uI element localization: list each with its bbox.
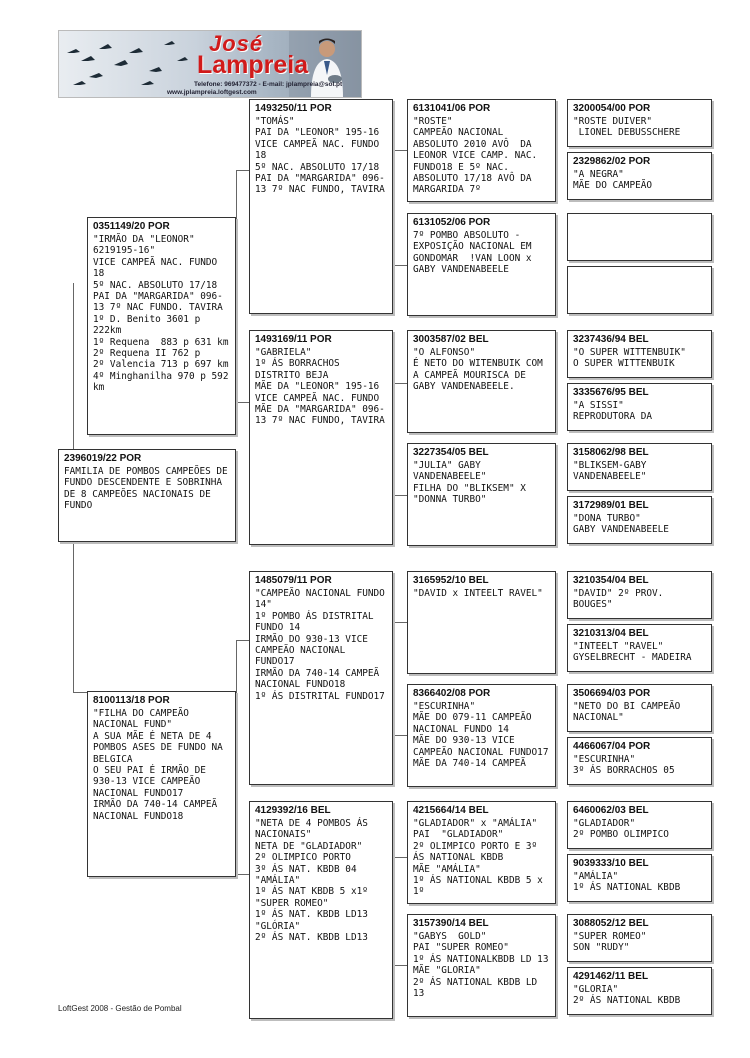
pigeon-description: "JULIA" GABY VANDENABEELE" FILHA DO "BLIKSEM" X "DONNA TURBO" — [413, 460, 526, 506]
connector-line — [73, 692, 87, 693]
pedigree-card-gen5 — [567, 99, 712, 147]
ring-number: 6460062/03 BEL — [573, 805, 649, 816]
pigeon-description: "ROSTE DUIVER" LIONEL DEBUSSCHERE — [573, 116, 681, 139]
connector-line — [556, 830, 557, 885]
connector-line — [393, 150, 407, 151]
pedigree-card-sire-sire — [249, 99, 393, 314]
pigeon-description: "NETA DE 4 POMBOS ÁS NACIONAIS" NETA DE "GLADIADOR" 2º OLIMPICO PORTO 3º ÁS NAT. KBDB 04 "AMÁLIA" 1º ÁS NAT KBDB 5 x1º "SUPER ROMEO" 1º ÁS NAT. KBDB LD13 "GLÓRIA" 2º ÁS NAT. KBDB LD13 — [255, 818, 368, 944]
pedigree-card-gen5 — [567, 383, 712, 431]
pigeon-description: "ROSTE" CAMPEÃO NACIONAL ABSOLUTO 2010 AVÔ DA LEONOR VICE CAMP. NAC. FUNDO18 E 5º NAC. ABSOLUTO 17/18 AVÔ DA MARGARIDA 7º — [413, 116, 538, 196]
pigeon-description: "IRMÃO DA "LEONOR" 6219195-16" VICE CAMPEÃ NAC. FUNDO 18 5º NAC. ABSOLUTO 17/18 PAI DA "MARGARIDA" 096-13 7º NAC FUNDO. TAVIRA 1º D. Benito 3601 p 222km 1º Requena 883 p 631 km 2º Requena II 762 p 2º Valencia 713 p 697 km 4º Minghanilha 970 p 592 km — [93, 234, 229, 394]
ring-number: 3335676/95 BEL — [573, 387, 649, 398]
ring-number: 4215664/14 BEL — [413, 805, 489, 816]
pigeon-description: "FILHA DO CAMPEÃO NACIONAL FUND" A SUA MÃE É NETA DE 4 POMBOS ASES DE FUNDO NA BELGICA O SEU PAI É IRMÃO DE 930-13 VICE CAMPEÃO NACIONAL FUNDO17 IRMÃO DA 740-14 CAMPEÃ NACIONAL FUNDO18 — [93, 708, 223, 822]
connector-line — [236, 874, 249, 875]
connector-line — [236, 170, 237, 290]
pedigree-card-dam-sire — [249, 571, 393, 785]
connector-line — [73, 540, 74, 692]
ring-number: 3237436/94 BEL — [573, 334, 649, 345]
pedigree-card-gen5 — [567, 213, 712, 261]
ring-number: 8366402/08 POR — [413, 688, 491, 699]
pigeon-description: "GLORIA" 2º ÁS NATIONAL KBDB — [573, 984, 681, 1007]
pedigree-card-gen5 — [567, 967, 712, 1015]
connector-line — [236, 290, 237, 402]
connector-line — [236, 640, 249, 641]
ring-number: 3200054/00 POR — [573, 103, 651, 114]
connector-line — [556, 710, 557, 765]
connector-line — [393, 265, 407, 266]
ring-number: 4291462/11 BEL — [573, 971, 649, 982]
pigeon-description: "O ALFONSO" É NETO DO WITENBUIK COM A CAMPEÃ MOURISCA DE GABY VANDENABEELE. — [413, 347, 543, 393]
logo-contact: Telefone: 969477372 - E-mail: jplampreia@sol.pt — [194, 81, 343, 88]
ring-number: 1493169/11 POR — [255, 334, 332, 345]
ring-number: 3172989/01 BEL — [573, 500, 649, 511]
connector-line — [73, 283, 74, 453]
connector-line — [393, 965, 407, 966]
pedigree-card-gen5 — [567, 152, 712, 200]
pedigree-card-gen5 — [567, 496, 712, 544]
pigeon-description: "A SISSI" REPRODUTORA DA — [573, 400, 653, 423]
pedigree-card-gen5 — [567, 443, 712, 491]
ring-number — [568, 214, 711, 219]
connector-line — [556, 240, 557, 290]
connector-line — [556, 940, 557, 995]
pedigree-card-gen5 — [567, 571, 712, 619]
logo-first-name: José — [209, 31, 264, 56]
pigeon-description: FAMILIA DE POMBOS CAMPEÕES DE FUNDO DESCENDENTE E SOBRINHA DE 8 CAMPEÕES NACIONAIS DE FUNDO — [64, 466, 234, 512]
logo-last-name: Lampreia — [197, 51, 309, 79]
logo-website: www.jplampreia.loftgest.com — [167, 89, 257, 96]
connector-line — [393, 622, 407, 623]
pigeon-description: "GLADIADOR" x "AMÁLIA" PAI "GLADIADOR" 2º OLIMPICO PORTO E 3º ÁS NATIONAL KBDB MÃE "AMÁLIA" 1º ÁS NATIONAL KBDB 5 x 1º — [413, 818, 543, 898]
pedigree-card-gen4 — [407, 801, 556, 904]
ring-number: 3157390/14 BEL — [413, 918, 489, 929]
connector-line — [556, 355, 557, 410]
ring-number: 3210354/04 BEL — [573, 575, 649, 586]
ring-number: 3210313/04 BEL — [573, 628, 649, 639]
pedigree-card-gen5 — [567, 737, 712, 785]
connector-line — [236, 402, 249, 403]
connector-line — [236, 640, 237, 720]
ring-number: 8100113/18 POR — [93, 695, 170, 706]
pigeon-description: "CAMPEÃO NACIONAL FUNDO 14" 1º POMBO ÁS DISTRITAL FUNDO 14 IRMÃO DO 930-13 VICE CAMPEÃO NACIONAL FUNDO17 IRMÃO DA 740-14 CAMPEÃ NACIONAL FUNDO18 1º ÁS DISTRITAL FUNDO17 — [255, 588, 385, 702]
ring-number: 1485079/11 POR — [255, 575, 332, 586]
ring-number: 3165952/10 BEL — [413, 575, 489, 586]
connector-line — [393, 735, 407, 736]
pedigree-card-gen5 — [567, 266, 712, 314]
ring-number — [568, 267, 711, 272]
connector-line — [236, 720, 237, 874]
ring-number: 2396019/22 POR — [64, 453, 142, 464]
ring-number: 3158062/98 BEL — [573, 447, 649, 458]
pigeon-description: "GABYS GOLD" PAI "SUPER ROMEO" 1º ÁS NATIONALKBDB LD 13 MÃE "GLORIA" 2º ÁS NATIONAL KBDB LD 13 — [413, 931, 549, 1000]
connector-line — [393, 857, 407, 858]
ring-number: 3227354/05 BEL — [413, 447, 489, 458]
ring-number: 6131041/06 POR — [413, 103, 491, 114]
pigeon-description: "A NEGRA" MÃE DO CAMPEÃO — [573, 169, 653, 192]
ring-number: 0351149/20 POR — [93, 221, 170, 232]
pedigree-card-gen5 — [567, 624, 712, 672]
pedigree-card-gen4 — [407, 443, 556, 546]
pedigree-card-gen4 — [407, 571, 556, 674]
ring-number: 2329862/02 POR — [573, 156, 651, 167]
pigeon-description: "ESCURINHA" 3º ÁS BORRACHOS 05 — [573, 754, 675, 777]
connector-line — [393, 495, 407, 496]
pedigree-card-gen4 — [407, 330, 556, 433]
pigeon-description: "DAVID x INTEELT RAVEL" — [413, 588, 543, 599]
pedigree-card-dam — [87, 691, 236, 877]
pedigree-card-subject — [58, 449, 236, 542]
ring-number: 6131052/06 POR — [413, 217, 491, 228]
connector-line — [556, 468, 557, 523]
pigeon-description: "DONA TURBO" GABY VANDENABEELE — [573, 513, 669, 536]
pedigree-card-gen4 — [407, 684, 556, 787]
pigeon-description: "AMÁLIA" 1º ÁS NATIONAL KBDB — [573, 871, 681, 894]
ring-number: 4129392/16 BEL — [255, 805, 331, 816]
pedigree-card-gen5 — [567, 854, 712, 902]
pigeon-description: "NETO DO BI CAMPEÃO NACIONAL" — [573, 701, 686, 724]
ring-number: 3506694/03 POR — [573, 688, 651, 699]
pedigree-card-gen5 — [567, 330, 712, 378]
pigeon-description: "DAVID" 2º PROV. BOUGES" — [573, 588, 669, 611]
pedigree-card-gen5 — [567, 914, 712, 962]
pigeon-description: "ESCURINHA" MÃE DO 079-11 CAMPEÃO NACIONAL FUNDO 14 MÃE DO 930-13 VICE CAMPEÃO NACIONAL FUNDO17 MÃE DA 740-14 CAMPEÃ — [413, 701, 549, 770]
pigeon-description: "GLADIADOR" 2º POMBO OLIMPICO — [573, 818, 669, 841]
breeder-logo — [58, 30, 362, 98]
pigeon-description: "TOMÁS" PAI DA "LEONOR" 195-16 VICE CAMPEÃ NAC. FUNDO 18 5º NAC. ABSOLUTO 17/18 PAI DA "MARGARIDA" 096-13 7º NAC FUNDO, TAVIRA — [255, 116, 385, 196]
connector-line — [236, 170, 249, 171]
ring-number: 1493250/11 POR — [255, 103, 332, 114]
pedigree-card-gen4 — [407, 213, 556, 316]
connector-line — [556, 125, 557, 175]
connector-line — [393, 383, 407, 384]
pigeon-description: "SUPER ROMEO" SON "RUDY" — [573, 931, 647, 954]
pedigree-card-gen5 — [567, 801, 712, 849]
pigeon-description: "BLIKSEM-GABY VANDENABEELE" — [573, 460, 653, 483]
ring-number: 9039333/10 BEL — [573, 858, 649, 869]
pedigree-card-gen5 — [567, 684, 712, 732]
footer-credit: LoftGest 2008 - Gestão de Pombal — [58, 1004, 182, 1013]
pedigree-card-sire — [87, 217, 236, 435]
ring-number: 3088052/12 BEL — [573, 918, 649, 929]
pedigree-card-sire-dam — [249, 330, 393, 545]
connector-line — [556, 598, 557, 650]
ring-number: 4466067/04 POR — [573, 741, 651, 752]
pedigree-card-gen4 — [407, 99, 556, 202]
pigeon-description: "GABRIELA" 1º ÁS BORRACHOS DISTRITO BEJA MÃE DA "LEONOR" 195-16 VICE CAMPEÃ NAC. FUNDO MÃE DA "MARGARIDA" 096-13 7º NAC FUNDO, TAVIRA — [255, 347, 385, 427]
pedigree-card-gen4 — [407, 914, 556, 1017]
pedigree-card-dam-dam — [249, 801, 393, 1019]
ring-number: 3003587/02 BEL — [413, 334, 489, 345]
pigeon-description: "O SUPER WITTENBUIK" O SUPER WITTENBUIK — [573, 347, 686, 370]
pigeon-description: 7º POMBO ABSOLUTO - EXPOSIÇÃO NACIONAL EM GONDOMAR !VAN LOON x GABY VANDENABEELE — [413, 230, 538, 276]
pigeon-description: "INTEELT "RAVEL" GYSELBRECHT - MADEIRA — [573, 641, 692, 664]
